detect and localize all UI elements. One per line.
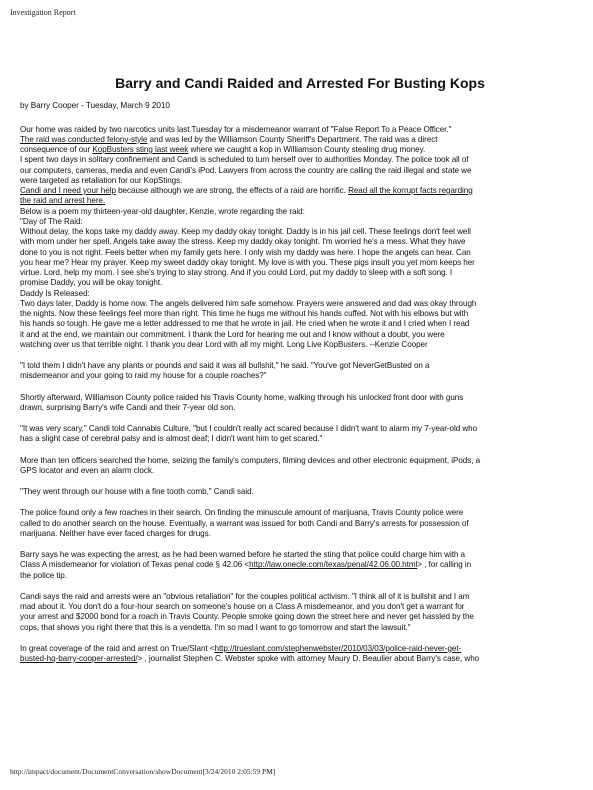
paragraph-seizure: More than ten officers searched the home, seizing the family's computers, filming devices and other electronic equipment, iPods, a GPS locator and even an alarm clock. xyxy=(20,455,481,475)
intro-block: Our home was raided by two narcotics units last Tuesday for a misdemeanor warrant of "False Report To a Peace Officer." The raid was conducted felony-style and was led by the Williamson County Sheriff's Department. The raid was a direct consequence of our KopBusters sting last week where we caught a kop in Williamson County stealing drug money. I spent two days in solitary confinement and Candi is scheduled to turn herself over to authorities Monday. The police took all of our computers, cameras, media and even Candi's iPod. Lawyers from across the country are calling the raid illegal and state we were targeted as retaliation for our KopStings. Candi and I need your help because although we are strong, the effects of a raid are horrific. Read all the korrupt facts regarding the raid and arrest here. Below is a poem my thirteen-year-old daughter, Kenzie, wrote regarding the raid: "Day of The Raid: Without delay, the kops take my daddy away. Keep my daddy okay tonight. Daddy is in his jail cell. These feelings don't feel well with mom under her spell. Angels take away the stress. Keep my daddy okay tonight. I'm worried he's a mess. What they have done to you is not right. Feels better when my family gets here. I only wish my daddy was here. I hope the angels can hear. Can you hear me? Hear my prayer. Keep my sweet daddy okay tonight. My love is with you. These pigs insult you yet mom keeps her virtue. Lord, help my mom. I see she's trying to stay strong. And if you could Lord, put my daddy to sleep with a soft song. I promise Daddy, you will be okay tonight. Daddy Is Released: Two days later, Daddy is home now. The angels delivered him safe somehow. Prayers were answered and dad was okay through the nights. Now these feelings feel more than right. This time he hugs me without his hands cuffed. Not with his elbows but with his hands so tough. He gave me a letter addressed to me that he wrote in jail. He cried when he wrote it and I cried when I read it and at the end, we maintain our commitment. I thank the Lord for hearing me out and I know without a doubt, you were watching over us that terrible night. I thank you dear Lord with all my might. Long Live KopBusters. --Kenzie Cooper xyxy=(20,124,477,349)
article xyxy=(20,75,580,675)
paragraph-raid-home: Shortly afterward, Williamson County police raided his Travis County home, walking through his unlocked front door with guns drawn, surprising Barry's wife Candi and their 7-year old son. xyxy=(20,392,464,412)
paragraph-roaches: The police found only a few roaches in their search. On finding the minuscule amount of marijuana, Travis County police were called to do another search on the house. Eventually, a warrant was issued for both Candi and Barry's arrests for possession of marijuana. Neither have ever faced charges for drugs. xyxy=(20,508,469,538)
paragraph-nevergetbusted: "I told them I didn't have any plants or pounds and said it was all bullshit," he said. "You've got NeverGetBusted on a misdemeanor and your going to raid my house for a couple roaches?" xyxy=(20,361,430,381)
link-trueslant-cont[interactable]: busted-hq-barry-cooper-arrested/ xyxy=(20,654,138,663)
link-korrupt-facts[interactable]: Read all the korrupt facts regarding xyxy=(348,186,473,195)
paragraph-fine-tooth-comb: "They went through our house with a fine tooth comb," Candi said. xyxy=(20,487,254,496)
link-trueslant[interactable]: http://trueslant.com/stephenwebster/2010/03/03/police-raid-never-get- xyxy=(214,643,462,653)
link-penal-code[interactable]: http://law.onecle.com/texas/penal/42.06.00.html xyxy=(249,560,418,570)
report-header: Investigation Report xyxy=(10,8,76,17)
link-felony-style[interactable]: The raid was conducted felony-style xyxy=(20,134,148,144)
byline: by Barry Cooper - Tuesday, March 9 2010 xyxy=(20,101,170,111)
page-title: Barry and Candi Raided and Arrested For Busting Kops xyxy=(115,75,485,91)
paragraph-penal-code: Barry says he was expecting the arrest, as he had been warned before he started the sting that police could charge him with a Class A misdemeanor for violation of Texas penal code § 42.06 <http://law.onecle.com/texas/penal/42.06.00.html> , for calling in the police tip. xyxy=(20,550,472,580)
link-korrupt-facts-cont[interactable]: the raid and arrest here. xyxy=(20,196,106,206)
paragraph-candi-quote: "It was very scary," Candi told Cannabis Culture, "but I couldn't really act scared because I didn't want to alarm my 7-year-old who has a slight case of cerebral palsy and is almost deaf; I didn't want him to get scared." xyxy=(20,424,478,444)
page-footer-url: http://impact/document/DocumentConversation/showDocument[3/24/2010 2:05:59 PM] xyxy=(10,767,276,776)
link-need-help[interactable]: Candi and I need your help xyxy=(20,186,116,195)
link-kopbusters-sting[interactable]: KopBusters sting last week xyxy=(92,145,189,154)
paragraph-retaliation: Candi says the raid and arrests were an "obvious retaliation" for the couples political activism. "I think all of it is bullshit and I am mad about it. You don't do a four-hour search on someone's house on a Class A misdemeanor, and you don't get a warrant for your arrest and $2000 bond for a roach in Travis County. People smoke going down the street here and never get hassled by the cops, that shows you right there that this is a vendetta. I'm so mad I want to go tomorrow and start the lawsuit." xyxy=(20,591,474,632)
paragraph-true-slant: In great coverage of the raid and arrest on True/Slant <http://trueslant.com/stephenwebster/2010/03/03/police-raid-never-get- busted-hq-barry-cooper-arrested/> , journalist Stephen C. Webster spoke with attorney Maury D. Beaulier about Barry's case, who xyxy=(20,643,480,663)
